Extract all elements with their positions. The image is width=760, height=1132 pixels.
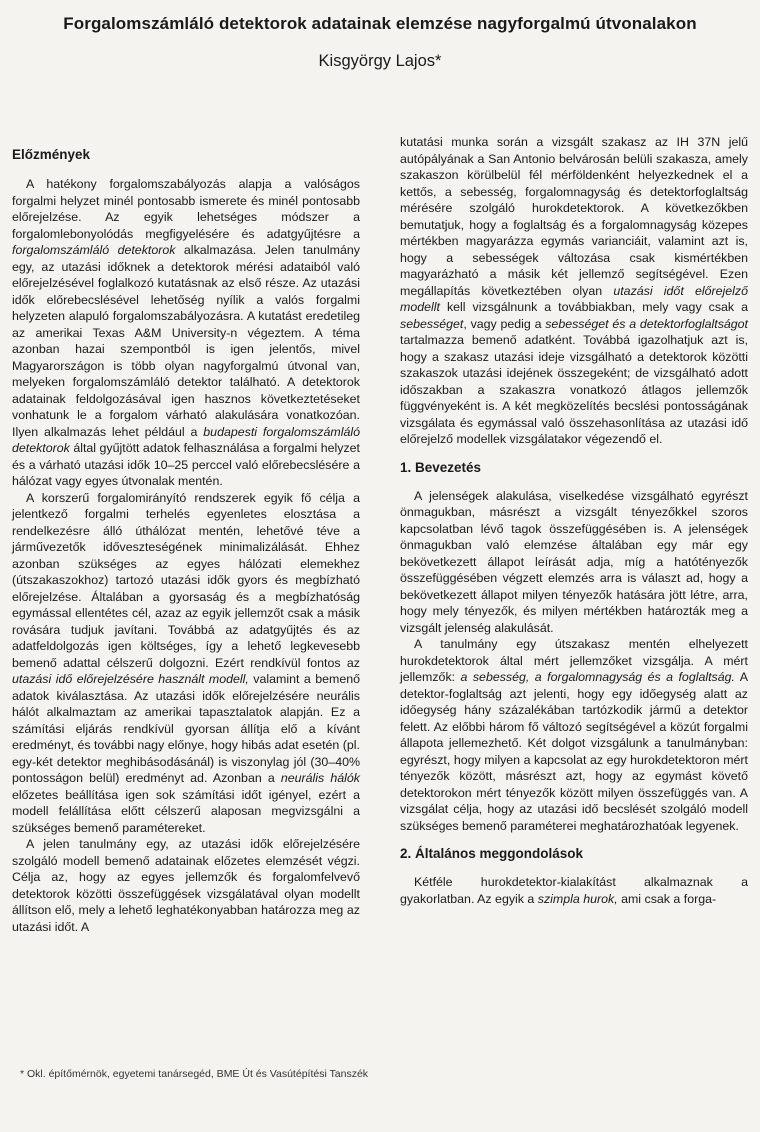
right-column [400,134,748,907]
paper-title: Forgalomszámláló detektorok adatainak elemzése nagyforgalmú útvonalakon [63,14,697,33]
paragraph: kutatási munka során a vizsgált szakasz az IH 37N jelű autópályának a San Antonio belvárosán belüli szakasza, amely szakaszon körülbelül fél mérföldenként helyezkednek el a kettős, a sebesség, forgalomnagyság és detektorfoglaltság mérésére szolgáló hurokdetektorok. A következőkben bemutatjuk, hogy a foglaltság és a forgalomnagyság közepes mértékben magyarázza egymás varianciáit, valamint azt is, hogy a sebességek változása csak kismértékben magyarázható a másik két jellemző segítségével. Ezen megállapítás következtében olyan utazási időt előrejelző modellt kell vizsgálnunk a továbbiakban, mely vagy csak a sebességet, vagy pedig a sebességet és a detektorfoglaltságot tartalmazza bemenő adatként. Továbbá igazolhatjuk azt is, hogy a szakasz utazási ideje vizsgálható a detektorok közötti szakaszok utazási idejének összegeként; de vizsgálható adott időszakban a szakaszra vonatkozó átlagos jellemzők függvényeként is. A két megközelítés becslési pontosságának vizsgálata és egymással való összehasonlítása az utazási idő előrejelző modellek vizsgálatakor végezendő el. [400,135,749,446]
paragraph: Kétféle hurokdetektor-kialakítást alkalmaznak a gyakorlatban. Az egyik a szimpla hurok, ami csak a forga- [400,875,748,906]
section-heading-elozmenyek: Előzmények [12,147,91,162]
paragraph: A jelenségek alakulása, viselkedése vizsgálható egyrészt önmagukban, másrészt a vizsgált tényezőkkel szoros kapcsolatban lévő tagok összefüggésében is. A jelenségek önmagukban való elemzése általában egy már egy bekövetkezett állapot leírását adja, míg a hatótényezők összefüggésében végzett elemzés arra is választ ad, hogy a bekövetkezett állapot milyen tényezők hatására jött létre, arra, hogy mely tényezők, és milyen mértékben határozták meg a vizsgált jelenség alakulását. [400,488,748,635]
footnote: * Okl. építőmérnök, egyetemi tanársegéd, BME Út és Vasútépítési Tanszék [20,1068,369,1080]
paragraph: A tanulmány egy útszakasz mentén elhelyezett hurokdetektorok által mért jellemzőket vizsgálja. A mért jellemzők: a sebesség, a forgalomnagyság és a foglaltság. A detektor-foglaltság azt jelenti, hogy egy időegység alatt az időegység hány százalékában tartózkodik jármű a detektor felett. Az előbbi három fő változó segítségével a közút forgalmi állapota jellemezhető. Két dolgot vizsgálunk a tanulmányban: egyrészt, hogy milyen a kapcsolat az egy hurokdetektoron mért tényezők között, másrészt azt, hogy az egymást követő detektorokon mért tényezők között milyen összefüggés van. A vizsgálat célja, hogy az utazási idő becslését szolgáló modell szükséges bemenő paraméterei meghatározhatóak legyenek. [400,637,748,833]
section-heading-altalanos: 2. Általános meggondolások [400,846,584,861]
section-heading-bevezetes: 1. Bevezetés [400,459,482,475]
paragraph: A hatékony forgalomszabályozás alapja a valóságos forgalmi helyzet minél pontosabb ismerete és minél pontosabb előrejelzése. Az egyik lehetséges módszer a forgalomlebonyolódás megfigyelésére és adatgyűjtésre a forgalomszámláló detektorok alkalmazása. Jelen tanulmány egy, az utazási időknek a detektorok mérési adataiból való előrejelzésével foglalkozó kutatásnak az első része. Az utazási idők előrebecslésével lehetőség nyílik a valós forgalmi helyzeten alapuló forgalomszabályozásra. A kutatást eredetileg az amerikai Texas A&M University-n végeztem. A téma azonban hazai szempontból is igen jelentős, mivel Magyarországon is több olyan nagyforgalmú útvonal van, melyeken forgalomszámláló detektor található. A detektorok adatainak feldolgozásával igen hasznos következtetéseket vonhatunk le a forgalom várható alakulására vonatkozóan. Ilyen alkalmazás lehet például a budapesti forgalomszámláló detektorok által gyűjtött adatok felhasználása a forgalmi helyzet és a várható utazási idők 10–25 perccel való előrebecslésére a hálózat vagy egyes útvonalak mentén. [12,177,360,488]
left-column [12,132,360,935]
paragraph: A korszerű forgalomirányító rendszerek egyik fő célja a jelentkező forgalmi terhelés egyenletes elosztása a rendelkezésre álló úthálózat mentén, lehetővé téve a járművezetők időveszteségének minimalizálását. Ehhez azonban szükséges az egyes hálózati elemekhez (útszakaszokhoz) tartozó utazási idők gyors és megbízható előrejelzése. Általában a gyorsaság és a megbízhatóság egymással ellentétes cél, azaz az egyik jellemzőt csak a másik rovására tudjuk javítani. Továbbá az adatgyűjtés és az adatfeldolgozás igen költséges, így a lehető legkevesebb bemenő adattal célszerű dolgozni. Ezért rendkívül fontos az utazási idő előrejelzésére használt modell, valamint a bemenő adatok kiválasztása. Az utazási idők előrejelzésére neurális hálót alkalmaztam az amerikai tapasztalatok alapján. Ez a számítási eljárás rendkívül gyorsan állítja elő a kívánt eredményt, és további nagy előnye, hogy hibás adat esetén (pl. egy-két detektor meghibásodásánál) is viszonylag jól (30–40% pontosságon belül) eredményt ad. Azonban a neurális hálók előzetes beállítása igen sok számítási időt igényel, ezért a modell felállítása előtt célszerű alaposan megvizsgálni a szükséges bemenő paramétereket. [12,490,361,835]
paragraph: A jelen tanulmány egy, az utazási idők előrejelzésére szolgáló modell bemenő adatainak előzetes elemzését végzi. Célja az, hogy az egyes jellemzők és forgalomfelvevő detektorok közötti összefüggések vizsgálatával olyan modellt állítson elő, mely a lehető leghatékonyabban határozza meg az utazási időt. A [12,837,360,934]
author-name: Kisgyörgy Lajos* [318,52,442,70]
